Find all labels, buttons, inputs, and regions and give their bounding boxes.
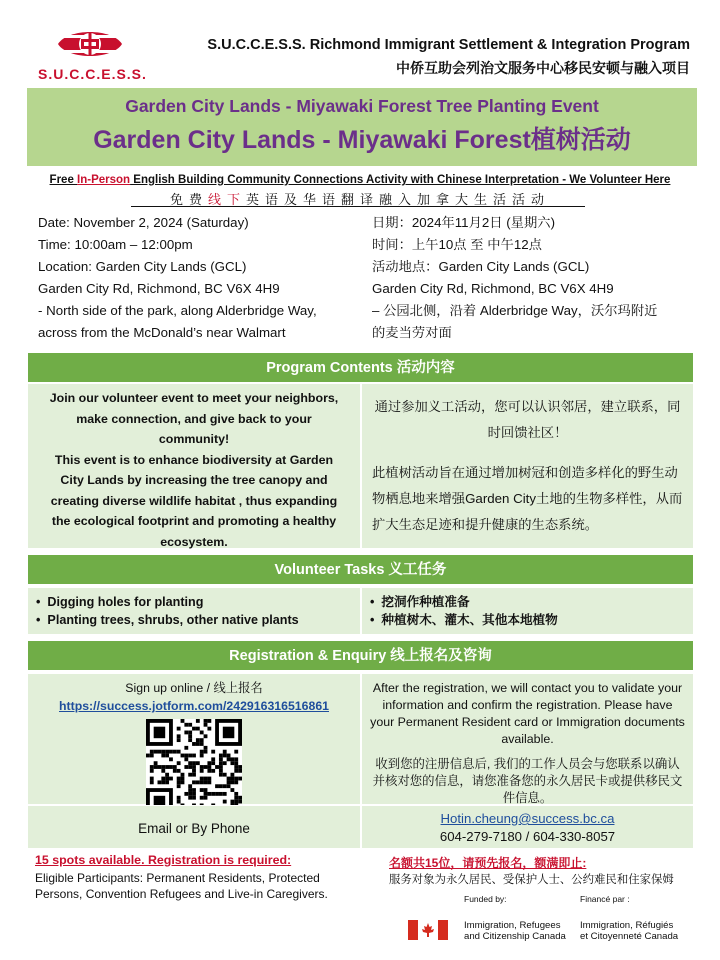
detail-direction-zh-1: – 公园北侧，沿着 Alderbridge Way，沃尔玛附近	[372, 303, 658, 318]
registration-signup	[27, 673, 361, 805]
subtitle-zh-description: 英语及华语翻译融入加拿大生活活动	[246, 192, 551, 207]
task-item-zh: • 挖洞作种植准备	[370, 594, 685, 612]
eligibility-text-zh: 服务对象为永久居民、受保护人士、公约难民和住家保姆	[389, 874, 674, 886]
contact-phones: 604-279-7180 / 604-330-8057	[439, 829, 616, 844]
ircc-en-line-1: Immigration, Refugees	[464, 920, 561, 931]
funded-by-fr: Financé par :	[580, 894, 630, 904]
signup-label: Sign up online / 线上报名	[125, 681, 263, 695]
spots-title-zh: 名额共15位，请预先报名，额满即止:	[389, 856, 587, 870]
detail-direction-zh-2: 的麦当劳对面	[372, 325, 452, 340]
detail-date: Date: November 2, 2024 (Saturday)	[38, 215, 249, 230]
registration-info	[361, 673, 694, 805]
event-details-en	[38, 212, 358, 344]
program-contents-header: Program Contents 活动内容	[27, 352, 694, 383]
detail-address-zh: Garden City Rd, Richmond, BC V6X 4H9	[372, 281, 614, 296]
eligibility-en	[35, 852, 355, 902]
funded-by-en: Funded by:	[464, 894, 507, 904]
detail-time: Time: 10:00am – 12:00pm	[38, 237, 193, 252]
registration-info-en: After the registration, we will contact you to validate your information and confirm the registration. Please have your Permanent Resident card or Immigration documents available.	[370, 681, 685, 746]
funder-block	[406, 892, 698, 944]
program-contents-zh	[361, 383, 694, 549]
tasks-en	[27, 587, 361, 635]
subtitle-free: Free	[49, 174, 78, 186]
ircc-en-line-2: and Citizenship Canada	[464, 931, 566, 942]
registration-header: Registration & Enquiry 线上报名及咨询	[27, 640, 694, 671]
ircc-name-fr	[580, 920, 678, 942]
org-name-zh: 中侨互助会列治文服务中心移民安顿与融入项目	[396, 60, 690, 76]
success-logo-icon	[38, 22, 142, 66]
subtitle-zh-free: 免费	[169, 192, 208, 207]
detail-direction-1: - North side of the park, along Alderbridge Way,	[38, 303, 317, 318]
success-logo	[38, 22, 147, 82]
event-details-zh	[372, 212, 702, 344]
detail-location: Location: Garden City Lands (GCL)	[38, 259, 247, 274]
detail-time-zh: 时间：上午10点 至 中午12点	[372, 237, 542, 252]
subtitle-description: English Building Community Connections Activity with Chinese Interpretation - We Volunteer Here	[130, 174, 671, 186]
registration-link[interactable]: https://success.jotform.com/242916316516861	[59, 699, 329, 713]
header	[0, 0, 720, 86]
registration-info-zh: 收到您的注册信息后, 我们的工作人员会与您联系以确认并核对您的信息，请您准备您的永久居民卡或提供移民文件信息。	[372, 757, 683, 805]
task-item-zh: • 种植树木、灌木、其他本地植物	[370, 612, 685, 630]
detail-date-zh: 日期：2024年11月2日 (星期六)	[372, 215, 556, 230]
task-item-en: • Planting trees, shrubs, other native plants	[36, 612, 352, 630]
detail-location-zh: 活动地点：Garden City Lands (GCL)	[372, 259, 590, 274]
ircc-fr-line-2: et Citoyenneté Canada	[580, 931, 679, 942]
subtitle-underline	[131, 206, 585, 207]
eligibility-zh	[389, 856, 709, 888]
registration-qr-code[interactable]	[146, 719, 242, 815]
program-zh-para-2: 此植树活动旨在通过增加树冠和创造多样化的野生动物栖息地来增强Garden City土地的生物多样性，从而扩大生态足迹和提升健康的生态系统。	[372, 465, 683, 532]
title-banner	[27, 88, 697, 166]
spots-title-en: 15 spots available. Registration is required:	[35, 853, 292, 867]
program-en-para-2: This event is to enhance biodiversity at Garden City Lands by increasing the tree canopy and creating diverse wildlife habitat , thus expanding the ecological footprint and promoting a healthy ecosystem.	[50, 452, 338, 549]
ircc-fr-line-1: Immigration, Réfugiés	[580, 920, 674, 931]
volunteer-tasks-header: Volunteer Tasks 义工任务	[27, 554, 694, 585]
program-zh-para-1: 通过参加义工活动，您可以认识邻居，建立联系，同时回馈社区！	[374, 399, 681, 440]
canada-flag-icon	[408, 920, 448, 940]
program-en-para-1: Join our volunteer event to meet your neighbors, make connection, and give back to your community!	[49, 391, 339, 446]
ircc-name-en	[464, 920, 566, 942]
logo-text: S.U.C.C.E.S.S.	[38, 66, 147, 82]
detail-address: Garden City Rd, Richmond, BC V6X 4H9	[38, 281, 280, 296]
activity-subtitle	[0, 174, 720, 186]
detail-direction-2: across from the McDonald’s near Walmart	[38, 325, 286, 340]
contact-details-cell	[361, 805, 694, 849]
eligibility-text-en: Eligible Participants: Permanent Residents, Protected Persons, Convention Refugees and Live-in Caregivers.	[35, 871, 328, 901]
subtitle-in-person: In-Person	[77, 174, 131, 186]
contact-label: Email or By Phone	[138, 821, 250, 836]
event-title-en: Garden City Lands - Miyawaki Forest Tree Planting Event	[125, 96, 599, 116]
task-item-en: • Digging holes for planting	[36, 594, 352, 612]
program-contents-en	[27, 383, 361, 549]
contact-label-cell	[27, 805, 361, 849]
event-title-zh: Garden City Lands - Miyawaki Forest植树活动	[93, 126, 631, 154]
tasks-zh	[361, 587, 694, 635]
org-name-en: S.U.C.C.E.S.S. Richmond Immigrant Settlement & Integration Program	[207, 37, 690, 53]
contact-email-link[interactable]: Hotin.cheung@success.bc.ca	[440, 811, 615, 826]
subtitle-zh-offline: 线下	[207, 192, 246, 207]
